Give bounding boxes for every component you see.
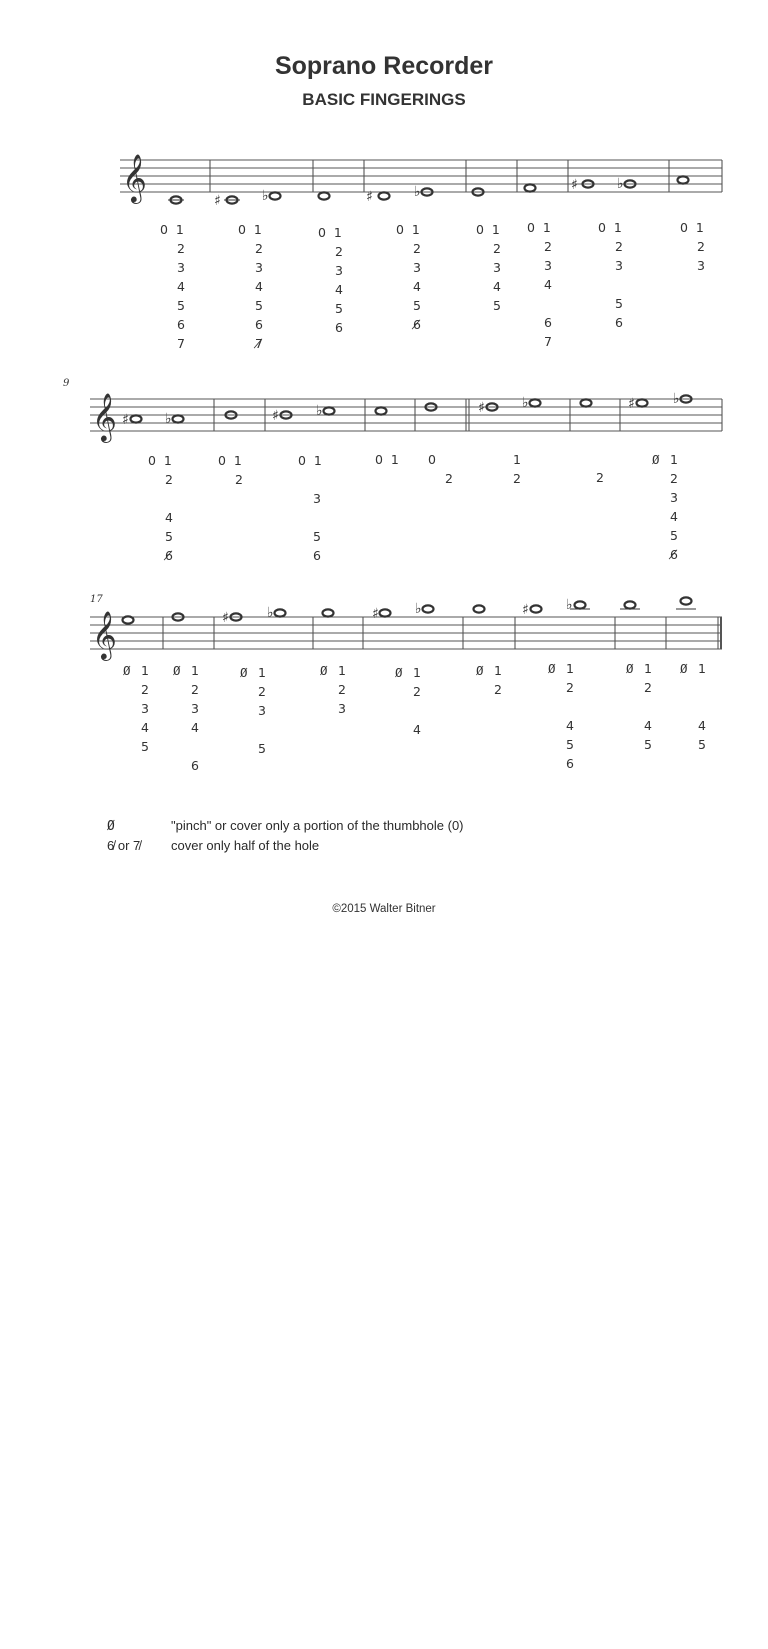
svg-text:♯: ♯ <box>478 400 485 416</box>
svg-text:♭: ♭ <box>165 411 172 427</box>
svg-text:♭: ♭ <box>414 184 421 200</box>
svg-text:♯: ♯ <box>272 408 279 424</box>
legend-pinch <box>107 818 464 834</box>
page-title: Soprano Recorder <box>274 52 494 80</box>
page-subtitle: BASIC FINGERINGS <box>302 90 466 109</box>
fingering-row-1: 0 1 2 3 4 5 6 7 0 1 2 3 4 5 6 7̸ 0 1 2 3 4 5 6 0 1 2 3 4 5 6̸ 0 1 2 3 4 5 0 1 2 3 4 6 7 0 1 2 3 5 6 0 1 2 3 <box>160 220 705 351</box>
svg-text:♯: ♯ <box>571 177 578 193</box>
svg-text:♭: ♭ <box>267 605 274 621</box>
svg-text:♯: ♯ <box>628 396 635 412</box>
svg-text:♯: ♯ <box>214 193 221 209</box>
svg-text:♯: ♯ <box>366 189 373 205</box>
svg-text:♯: ♯ <box>222 610 229 626</box>
svg-text:♭: ♭ <box>566 597 573 613</box>
svg-text:♯: ♯ <box>122 412 129 428</box>
svg-text:♭: ♭ <box>617 176 624 192</box>
svg-text:♭: ♭ <box>316 403 323 419</box>
svg-text:♯: ♯ <box>372 606 379 622</box>
staff-2 <box>0 385 768 445</box>
staff-1 <box>0 150 768 210</box>
svg-text:♭: ♭ <box>415 601 422 617</box>
half-hole-symbol: 6̸ or 7̸ <box>107 838 141 853</box>
svg-text:♭: ♭ <box>522 395 529 411</box>
treble-clef-icon: 𝄞 <box>92 392 117 441</box>
measure-number-9: 9 <box>63 378 70 389</box>
legend-half-hole <box>107 838 319 853</box>
measure-number-17: 17 <box>90 594 103 605</box>
svg-text:♯: ♯ <box>522 602 529 618</box>
fingering-row-3: Ø 1 2 3 4 5 Ø 1 2 3 4 6 Ø 1 2 3 5 Ø 1 2 3 Ø 1 2 4 Ø 1 2 Ø 1 2 4 5 6 Ø 1 2 4 5 Ø 1 4 5 <box>123 661 706 773</box>
treble-clef-icon: 𝄞 <box>122 153 147 202</box>
fingering-row-2: 0 1 2 4 5 6̸ 0 1 2 0 1 3 5 6 0 1 0 2 1 2 2 Ø 1 2 3 4 5 6̸ <box>148 452 678 563</box>
half-hole-description: cover only half of the hole <box>171 838 320 853</box>
svg-text:♭: ♭ <box>673 391 680 407</box>
svg-text:♭: ♭ <box>262 188 269 204</box>
copyright: ©2015 Walter Bitner <box>332 903 436 915</box>
pinch-symbol: Ø <box>107 819 115 834</box>
treble-clef-icon: 𝄞 <box>92 610 117 659</box>
pinch-description: "pinch" or cover only a portion of the thumbhole (0) <box>171 818 464 833</box>
